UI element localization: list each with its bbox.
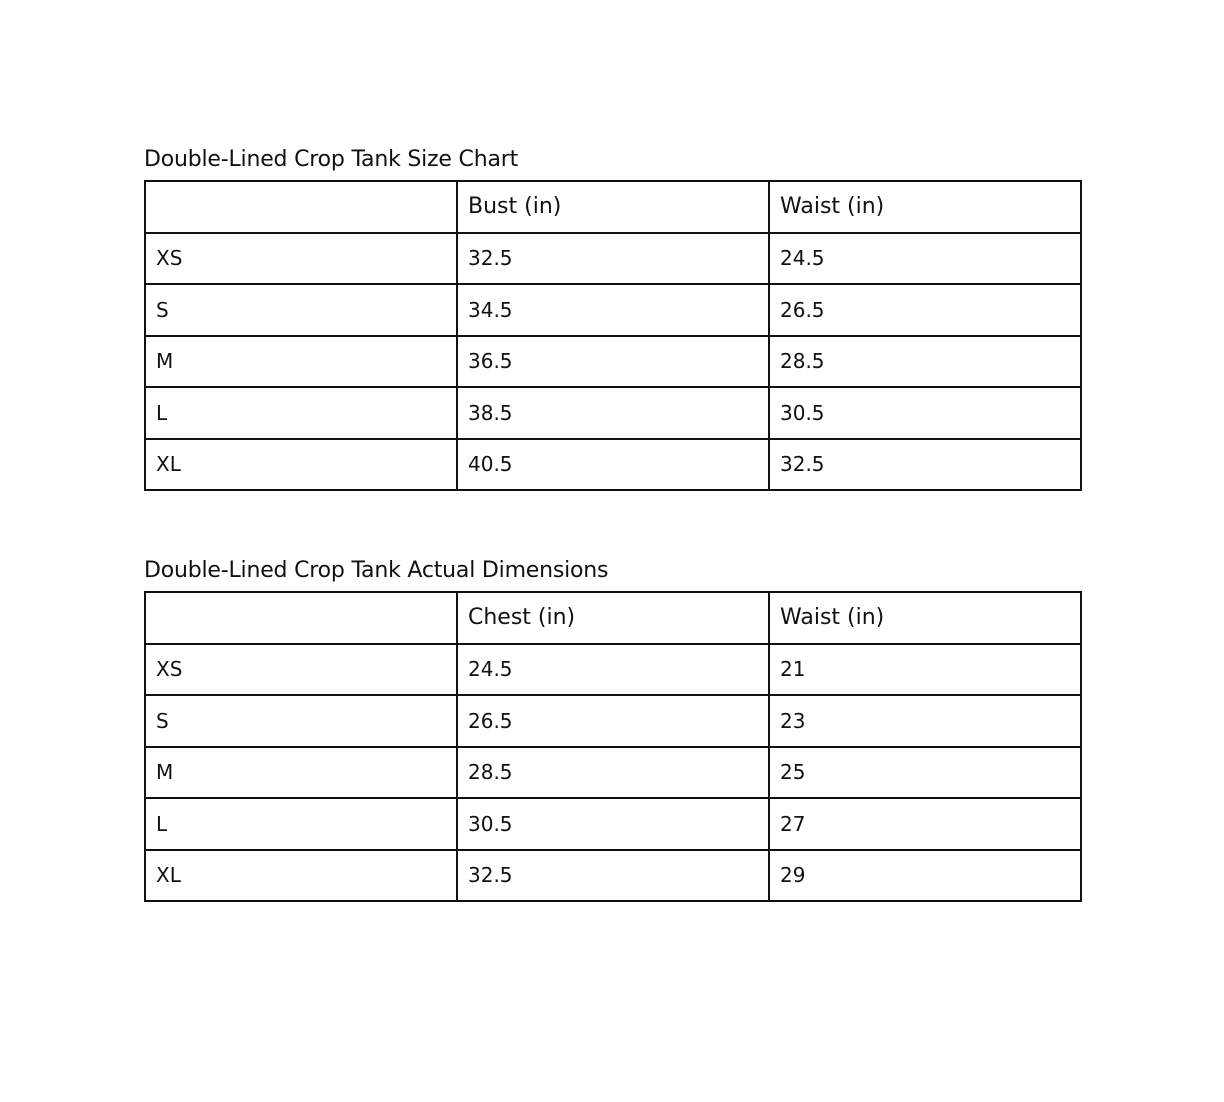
table-header-row bbox=[145, 592, 1081, 644]
actual-dimensions-section bbox=[144, 557, 1081, 902]
table-row bbox=[145, 387, 1081, 439]
table-cell: 25 bbox=[769, 747, 1081, 799]
table-row bbox=[145, 439, 1081, 491]
table-row bbox=[145, 233, 1081, 285]
actual-dimensions-title: Double-Lined Crop Tank Actual Dimensions bbox=[144, 558, 609, 583]
size-label: XS bbox=[145, 644, 457, 696]
table-row bbox=[145, 850, 1081, 902]
table-cell: 26.5 bbox=[769, 284, 1081, 336]
column-header: Waist (in) bbox=[769, 181, 1081, 233]
table-cell: 34.5 bbox=[457, 284, 769, 336]
table-cell: 32.5 bbox=[457, 850, 769, 902]
table-row bbox=[145, 695, 1081, 747]
size-label: XL bbox=[145, 850, 457, 902]
column-header: Waist (in) bbox=[769, 592, 1081, 644]
size-label: L bbox=[145, 387, 457, 439]
table-row bbox=[145, 644, 1081, 696]
table-cell: 28.5 bbox=[769, 336, 1081, 388]
corner-cell bbox=[145, 592, 457, 644]
table-cell: 30.5 bbox=[457, 798, 769, 850]
size-label: XL bbox=[145, 439, 457, 491]
table-cell: 32.5 bbox=[769, 439, 1081, 491]
size-chart-table bbox=[144, 180, 1082, 491]
size-label: XS bbox=[145, 233, 457, 285]
column-header: Chest (in) bbox=[457, 592, 769, 644]
table-header-row bbox=[145, 181, 1081, 233]
size-label: S bbox=[145, 695, 457, 747]
table-cell: 26.5 bbox=[457, 695, 769, 747]
size-label: M bbox=[145, 747, 457, 799]
table-cell: 32.5 bbox=[457, 233, 769, 285]
table-cell: 38.5 bbox=[457, 387, 769, 439]
column-header: Bust (in) bbox=[457, 181, 769, 233]
table-cell: 23 bbox=[769, 695, 1081, 747]
table-row bbox=[145, 747, 1081, 799]
table-cell: 24.5 bbox=[769, 233, 1081, 285]
table-cell: 36.5 bbox=[457, 336, 769, 388]
table-cell: 27 bbox=[769, 798, 1081, 850]
table-row bbox=[145, 798, 1081, 850]
table-cell: 30.5 bbox=[769, 387, 1081, 439]
table-row bbox=[145, 284, 1081, 336]
table-cell: 24.5 bbox=[457, 644, 769, 696]
table-cell: 28.5 bbox=[457, 747, 769, 799]
corner-cell bbox=[145, 181, 457, 233]
size-chart-title: Double-Lined Crop Tank Size Chart bbox=[144, 147, 519, 172]
size-chart-section bbox=[144, 146, 1081, 491]
table-cell: 40.5 bbox=[457, 439, 769, 491]
size-label: M bbox=[145, 336, 457, 388]
table-cell: 21 bbox=[769, 644, 1081, 696]
table-cell: 29 bbox=[769, 850, 1081, 902]
table-row bbox=[145, 336, 1081, 388]
size-label: S bbox=[145, 284, 457, 336]
size-label: L bbox=[145, 798, 457, 850]
actual-dimensions-table bbox=[144, 591, 1082, 902]
